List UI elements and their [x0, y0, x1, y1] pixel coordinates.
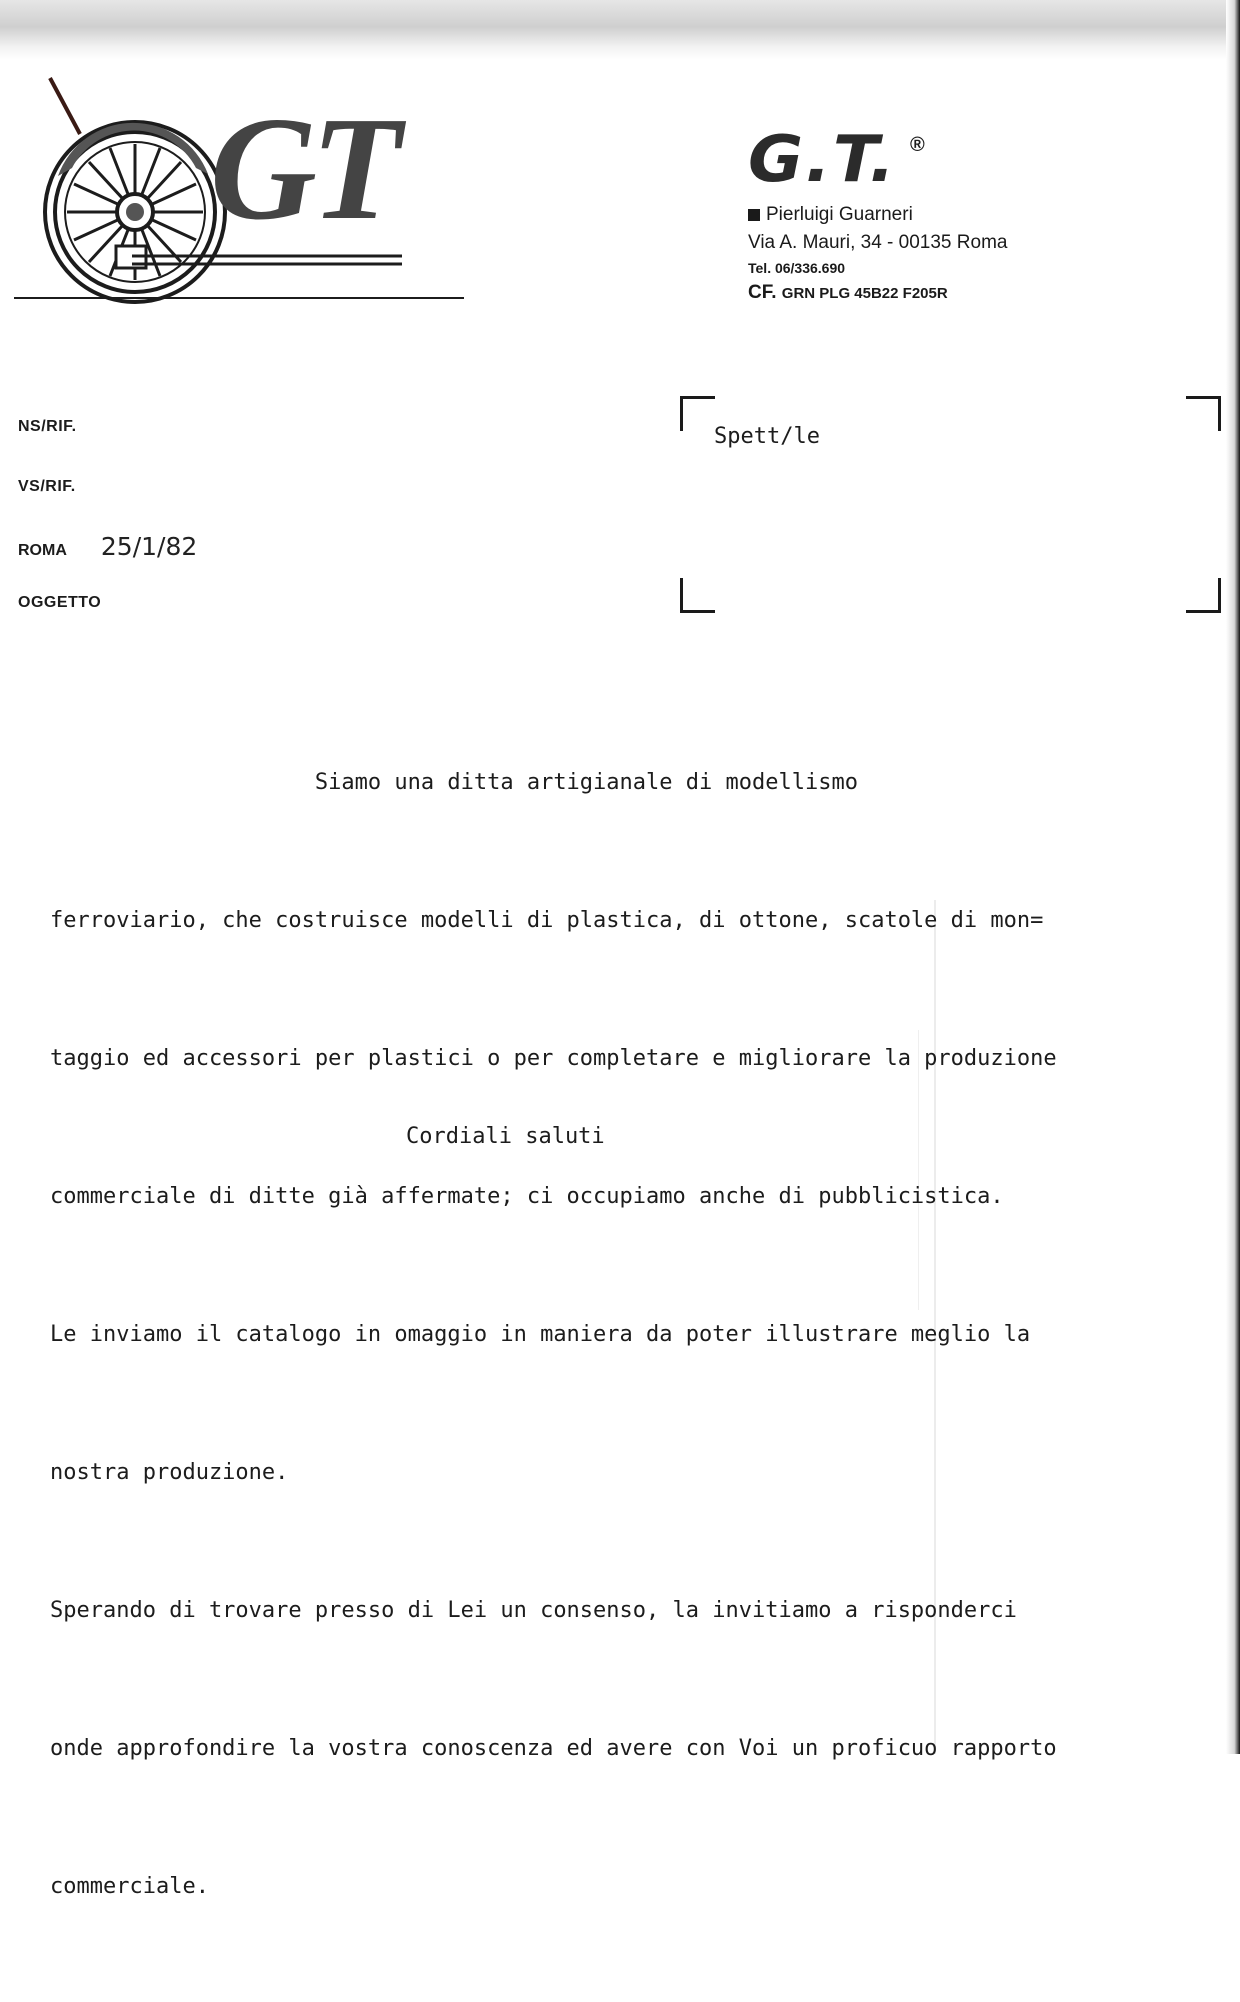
letterhead-logo: [14, 76, 474, 342]
letter-body: [50, 668, 1240, 2002]
company-owner: [748, 204, 1128, 226]
scan-top-edge: [0, 0, 1240, 60]
body-line: onde approfondire la vostra conoscenza ed avere con Voi un proficuo rapporto: [50, 1736, 1057, 1761]
body-line: commerciale.: [50, 1874, 209, 1899]
owner-mark-icon: [748, 209, 760, 221]
letter-date: 25/1/82: [100, 532, 198, 561]
logo-gt-text: GT: [210, 87, 396, 251]
body-line: nostra produzione.: [50, 1460, 289, 1485]
address-window-corner: [1186, 396, 1221, 431]
tax-code-value: GRN PLG 45B22 F205R: [781, 285, 948, 302]
body-line: ferroviario, che costruisce modelli di plastica, di ottone, scatole di mon=: [50, 908, 1044, 933]
company-telephone: Tel. 06/336.690: [748, 260, 846, 276]
closing-salutation: Cordiali saluti: [406, 1124, 605, 1149]
place-date-row: [18, 532, 197, 561]
owner-name: Pierluigi Guarneri: [766, 204, 913, 225]
recipient-salutation: Spett/le: [714, 424, 820, 449]
company-header: [748, 123, 1128, 304]
body-line: taggio ed accessori per plastici o per completare e migliorare la produzione: [50, 1046, 1057, 1071]
vs-rif-label: VS/RIF.: [18, 478, 76, 495]
address-window-corner: [680, 578, 715, 613]
company-brand: G.T.: [748, 123, 898, 197]
registered-mark: ®: [910, 134, 925, 156]
address-window-corner: [680, 396, 715, 431]
ns-rif-label: NS/RIF.: [18, 418, 77, 435]
tax-code-label: CF.: [748, 282, 777, 303]
company-tax-code: [748, 282, 1128, 304]
body-line: Siamo una ditta artigianale di modellismo: [50, 770, 858, 795]
body-line: commerciale di ditte già affermate; ci occupiamo anche di pubblicistica.: [50, 1184, 1004, 1209]
body-line: Le inviamo il catalogo in omaggio in maniera da poter illustrare meglio la: [50, 1322, 1031, 1347]
company-address: Via A. Mauri, 34 - 00135 Roma: [748, 232, 1008, 253]
body-line: Sperando di trovare presso di Lei un consenso, la invitiamo a risponderci: [50, 1598, 1017, 1623]
subject-label: OGGETTO: [18, 594, 102, 611]
address-window-corner: [1186, 578, 1221, 613]
place-label: ROMA: [18, 542, 67, 559]
